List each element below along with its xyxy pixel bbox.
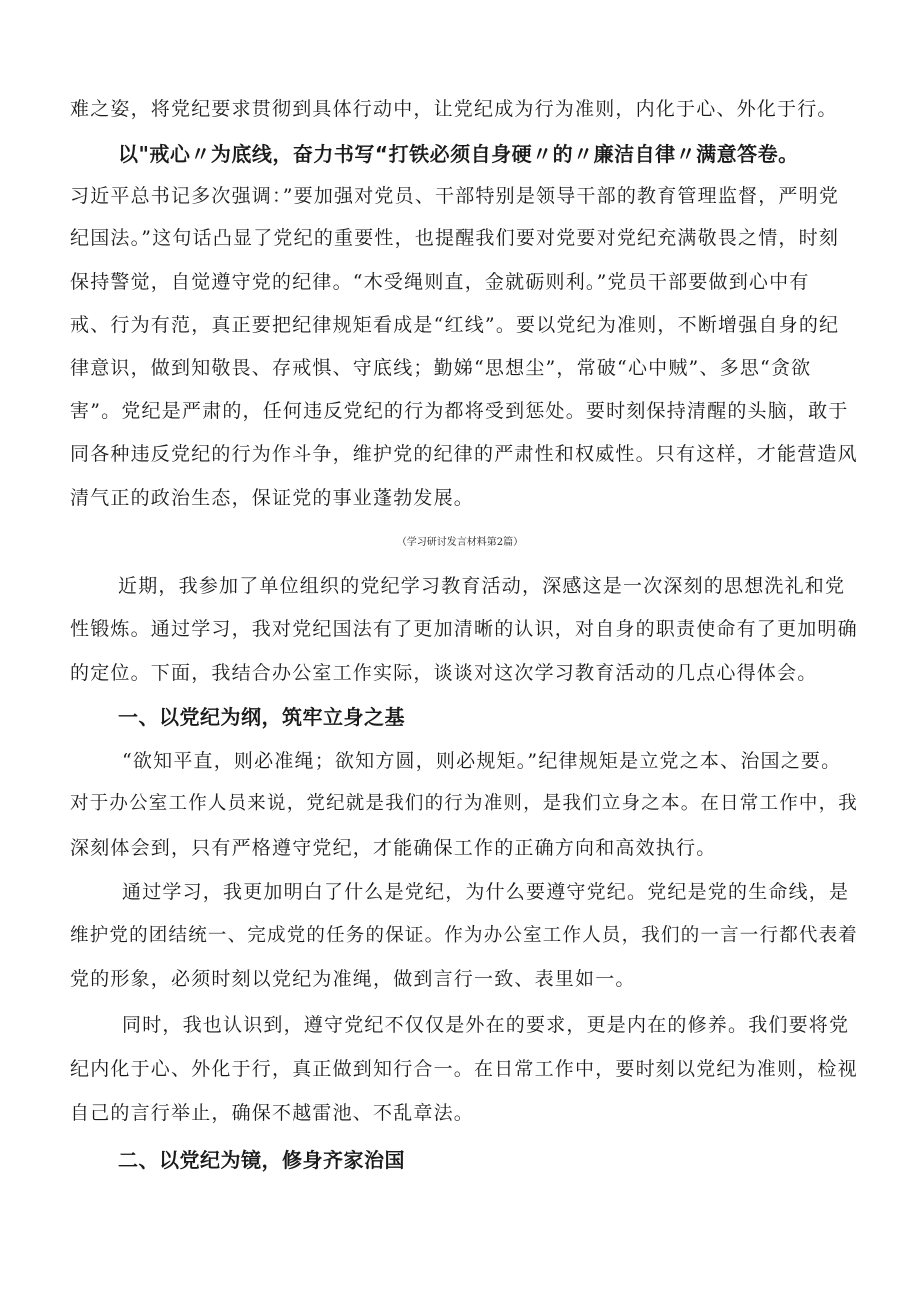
paragraph-line: 害”。党纪是严肃的，任何违反党纪的行为都将受到惩处。要时刻保持清醒的头脑，敢于 xyxy=(70,400,849,422)
section-heading-1: 一、以党纪为纲，筑牢立身之基 xyxy=(118,705,405,729)
paragraph-line: 近期，我参加了单位组织的党纪学习教育活动，深感这是一次深刻的思想洗礼和党 xyxy=(118,575,846,597)
paragraph-line: 同各种违反党纪的行为作斗争，维护党的纪律的严肃性和权威性。只有这样，才能营造风 xyxy=(70,443,858,465)
paragraph-line: “欲知平直，则必准绳；欲知方圆，则必规矩。”纪律规矩是立党之本、治国之要。 xyxy=(122,750,842,772)
paragraph-line: 同时，我也认识到，遵守党纪不仅仅是外在的要求，更是内在的修养。我们要将党 xyxy=(122,1014,850,1036)
paragraph-line: 戒、行为有范，真正要把纪律规矩看成是“红线”。要以党纪为准则，不断增强自身的纪 xyxy=(70,314,840,336)
section-heading-2: 二、以党纪为镜，修身齐家治国 xyxy=(118,1148,405,1172)
paragraph-line: 深刻体会到，只有严格遵守党纪，才能确保工作的正确方向和高效执行。 xyxy=(70,837,717,859)
paragraph-line: 难之姿，将党纪要求贯彻到具体行动中，让党纪成为行为准则，内化于心、外化于行。 xyxy=(70,98,838,120)
paragraph-line: 纪内化于心、外化于行，真正做到知行合一。在日常工作中，要时刻以党纪为准则，检视 xyxy=(70,1058,858,1080)
paragraph-line: 保持警觉，自觉遵守党的纪律。“木受绳则直，金就砺则利。”党员干部要做到心中有 xyxy=(70,271,810,293)
paragraph-line: 纪国法。”这句话凸显了党纪的重要性，也提醒我们要对党要对党纪充满敬畏之情，时刻 xyxy=(70,227,840,249)
paragraph-line: 党的形象，必须时刻以党纪为准绳，做到言行一致、表里如一。 xyxy=(70,968,636,990)
paragraph-line: 习近平总书记多次强调：”要加强对党员、干部特别是领导干部的教育管理监督，严明党 xyxy=(70,185,840,207)
paragraph-line: 对于办公室工作人员来说，党纪就是我们的行为准则，是我们立身之本。在日常工作中，我 xyxy=(70,793,859,814)
paragraph-line: 维护党的团结统一、完成党的任务的保证。作为办公室工作人员，我们的一言一行都代表着 xyxy=(70,925,859,946)
paragraph-line: 性锻炼。通过学习，我对党纪国法有了更加清晰的认识，对自身的职责使命有了更加明确 xyxy=(70,618,858,640)
paragraph-line: 清气正的政治生态，保证党的事业蓬勃发展。 xyxy=(70,487,475,509)
paragraph-line: 通过学习，我更加明白了什么是党纪，为什么要遵守党纪。党纪是党的生命线，是 xyxy=(122,881,850,903)
paragraph-line: 自己的言行举止，确保不越雷池、不乱章法。 xyxy=(70,1102,475,1124)
section-heading: 以"戒心〃为底线，奋力书写“打铁必须自身硬〃的〃廉洁自律〃满意答卷。 xyxy=(118,142,799,166)
paragraph-line: 的定位。下面，我结合办公室工作实际，谈谈对这次学习教育活动的几点心得体会。 xyxy=(70,662,818,684)
article-subtitle: （学习研讨发言材料第2篇） xyxy=(396,537,524,548)
paragraph-line: 律意识，做到知敬畏、存戒惧、守底线；勤娣“思想尘”，常破“心中贼”、多思“贪欲 xyxy=(70,357,812,379)
